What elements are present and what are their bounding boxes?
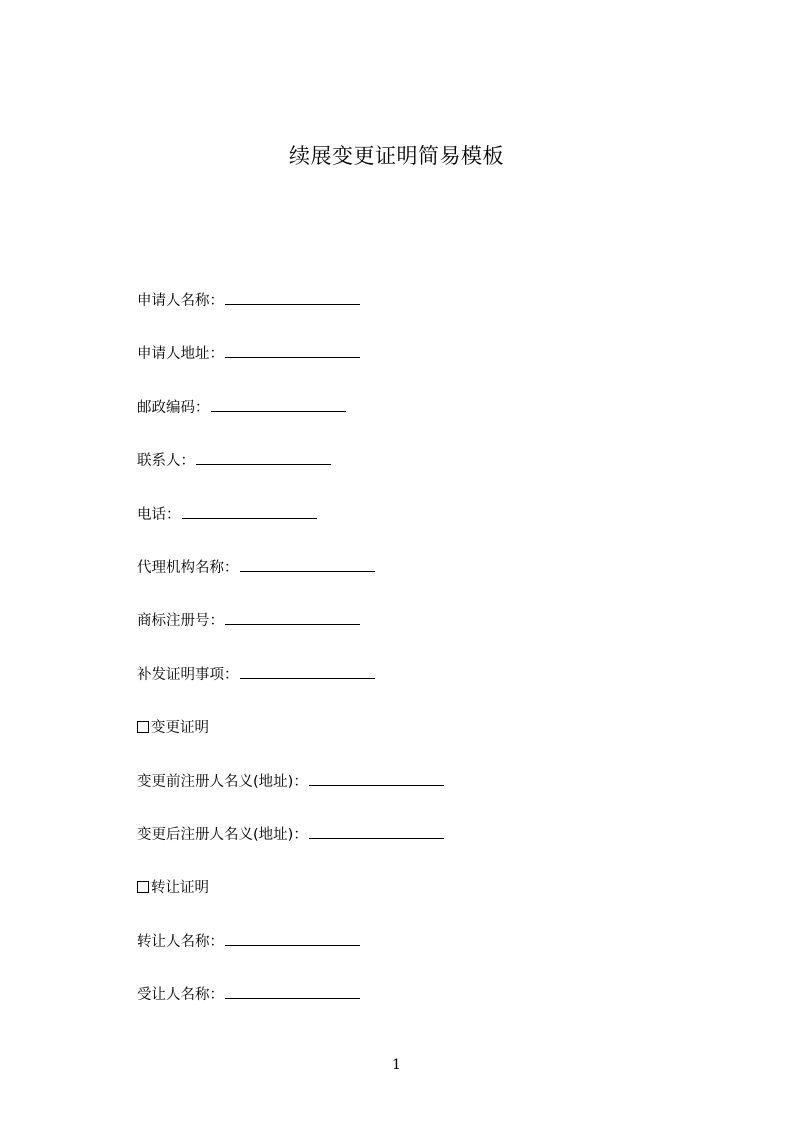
- field-after-change: [137, 824, 697, 877]
- fill-in-blank[interactable]: [225, 343, 360, 358]
- fill-in-blank[interactable]: [225, 610, 360, 625]
- fill-in-blank[interactable]: [240, 664, 375, 679]
- field-trademark-number: [137, 610, 697, 663]
- field-before-change: [137, 771, 697, 824]
- field-contact-person: [137, 450, 697, 503]
- document-title: 续展变更证明简易模板: [289, 144, 504, 168]
- fill-in-blank[interactable]: [225, 931, 360, 946]
- field-label: 变更前注册人名义(地址)：: [137, 773, 308, 790]
- checkbox-icon[interactable]: [137, 721, 149, 733]
- checkbox-icon[interactable]: [137, 881, 149, 893]
- field-reissue-matter: [137, 664, 697, 717]
- fill-in-blank[interactable]: [240, 557, 375, 572]
- option-label: 转让证明: [151, 880, 209, 897]
- field-label: 申请人地址：: [137, 346, 224, 363]
- field-label: 申请人名称：: [137, 293, 224, 309]
- fill-in-blank[interactable]: [196, 450, 331, 465]
- field-transferee-name: [137, 984, 697, 1037]
- fill-in-blank[interactable]: [211, 397, 346, 412]
- field-transferor-name: [137, 931, 697, 984]
- page-number: 1: [392, 1057, 401, 1073]
- field-agency-name: [137, 557, 697, 610]
- field-label: 转让人名称：: [137, 933, 224, 950]
- field-applicant-name: [137, 290, 697, 343]
- option-change-certificate[interactable]: [137, 717, 697, 770]
- field-label: 变更后注册人名义(地址)：: [137, 826, 308, 843]
- fill-in-blank[interactable]: [182, 504, 317, 519]
- field-label: 邮政编码：: [137, 399, 210, 416]
- form-lines: [137, 290, 697, 1037]
- field-postal-code: [137, 397, 697, 450]
- fill-in-blank[interactable]: [225, 984, 360, 999]
- field-label: 补发证明事项：: [137, 666, 239, 683]
- fill-in-blank[interactable]: [309, 824, 444, 839]
- field-label: 受让人名称：: [137, 987, 224, 1004]
- field-applicant-address: [137, 343, 697, 396]
- field-label: 代理机构名称：: [137, 559, 239, 576]
- fill-in-blank[interactable]: [309, 771, 444, 786]
- field-label: 电话：: [137, 506, 181, 523]
- fill-in-blank[interactable]: [225, 290, 360, 305]
- field-label: 联系人：: [137, 453, 195, 470]
- option-transfer-certificate[interactable]: [137, 877, 697, 930]
- field-phone: [137, 504, 697, 557]
- option-label: 变更证明: [151, 720, 209, 737]
- field-label: 商标注册号：: [137, 613, 224, 630]
